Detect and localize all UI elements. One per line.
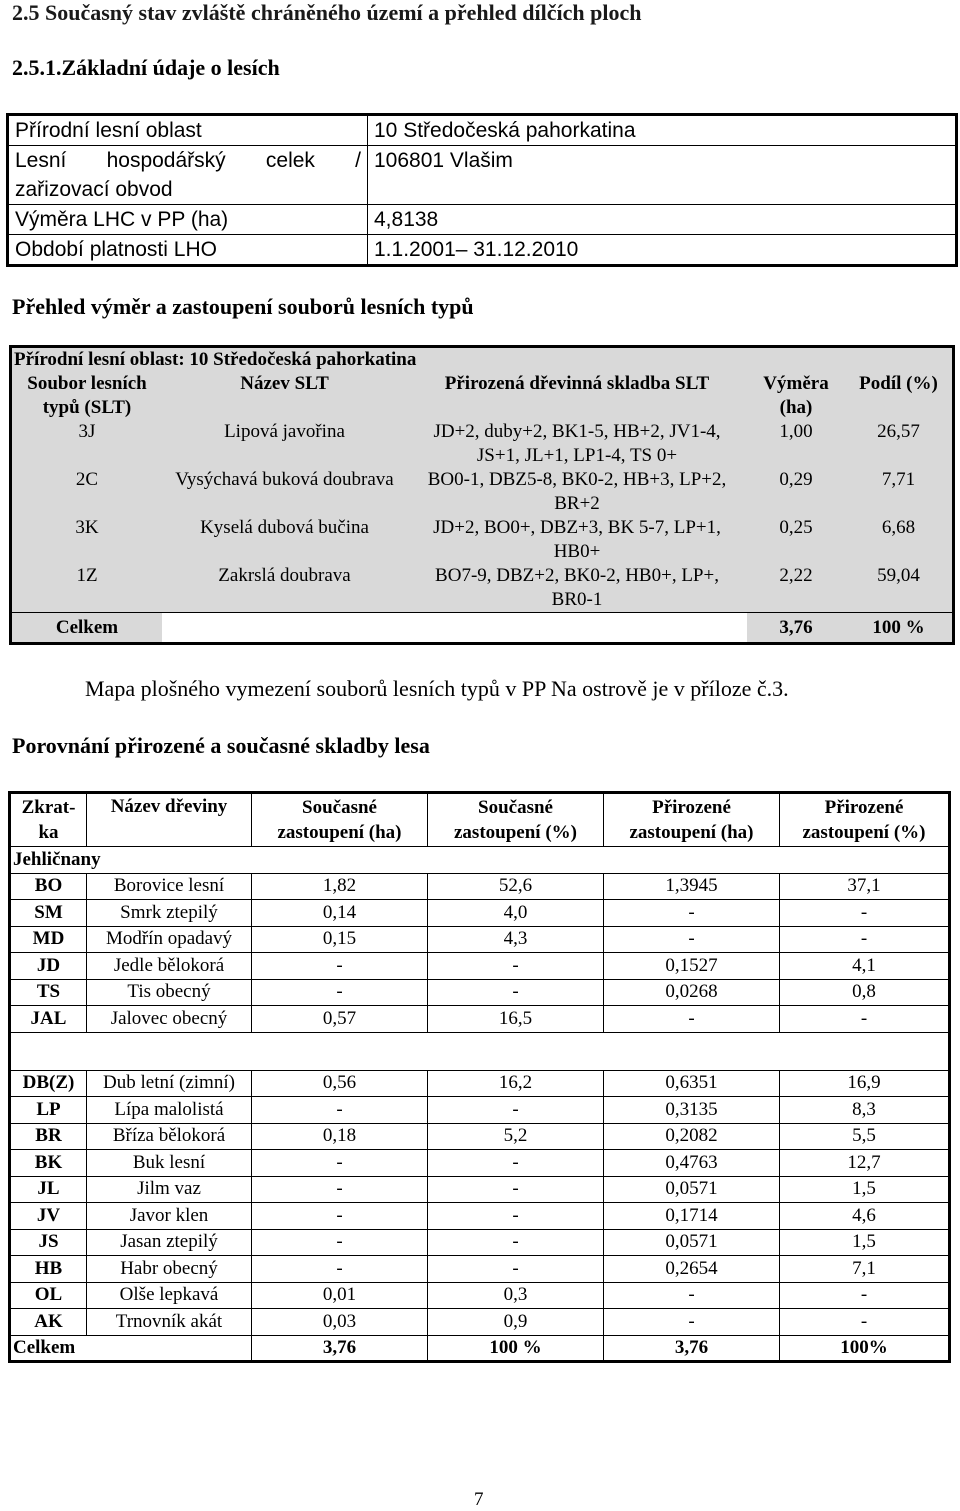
natural-ha: 0,2654: [604, 1256, 780, 1283]
species-code: BK: [10, 1150, 87, 1177]
table-group-row: [10, 847, 950, 874]
slt-name: Vysýchavá buková doubrava: [175, 469, 394, 490]
species-name: Jasan ztepilý: [87, 1229, 252, 1256]
natural-ha: 1,3945: [604, 873, 780, 900]
species-code: MD: [10, 926, 87, 953]
current-ha: -: [252, 953, 428, 980]
slt-share: 7,71: [881, 469, 916, 490]
word: /: [355, 149, 361, 172]
natural-pct: 4,1: [780, 953, 950, 980]
natural-pct: -: [780, 1006, 950, 1033]
current-pct: 5,2: [428, 1123, 604, 1150]
current-ha: -: [252, 1176, 428, 1203]
slt-area: 1,00: [779, 421, 813, 442]
species-code: BR: [10, 1123, 87, 1150]
species-code: JL: [10, 1176, 87, 1203]
species-total-label: Celkem: [10, 1335, 252, 1362]
table-row: [10, 1006, 950, 1033]
col-header-code: Zkrat- ka: [10, 793, 87, 847]
table-row: [10, 1309, 950, 1336]
table-row: [8, 235, 957, 266]
current-pct: -: [428, 1229, 604, 1256]
slt-composition: BO7-9, DBZ+2, BK0-2, HB0+, LP+, BR0-1: [435, 565, 719, 610]
group-label-conifers: Jehličnany: [10, 847, 950, 874]
section-title: 2.5 Současný stav zvláště chráněného území a přehled dílčích ploch: [12, 0, 642, 25]
table-total-row: [12, 613, 952, 643]
natural-ha: 0,3135: [604, 1097, 780, 1124]
label-line-2: zařizovací obvod: [15, 178, 173, 201]
natural-ha: 0,1714: [604, 1203, 780, 1230]
current-pct: -: [428, 953, 604, 980]
current-pct: 16,2: [428, 1070, 604, 1097]
col-header-name: Název SLT: [240, 373, 329, 394]
species-total-natural-pct: 100%: [780, 1335, 950, 1362]
current-pct: 4,0: [428, 900, 604, 927]
slt-area: 2,22: [779, 565, 813, 586]
species-name: Dub letní (zimní): [87, 1070, 252, 1097]
natural-ha: -: [604, 1309, 780, 1336]
natural-ha: 0,0268: [604, 979, 780, 1006]
current-ha: 0,03: [252, 1309, 428, 1336]
species-name: Javor klen: [87, 1203, 252, 1230]
current-pct: 52,6: [428, 873, 604, 900]
species-name: Jilm vaz: [87, 1176, 252, 1203]
current-ha: -: [252, 1256, 428, 1283]
word: hospodářský: [106, 149, 226, 172]
current-ha: 0,57: [252, 1006, 428, 1033]
slt-area: 0,25: [779, 517, 813, 538]
current-pct: 0,3: [428, 1282, 604, 1309]
species-code: BO: [10, 873, 87, 900]
current-pct: -: [428, 979, 604, 1006]
slt-share: 6,68: [881, 517, 916, 538]
natural-pct: -: [780, 1282, 950, 1309]
table-row: [12, 420, 952, 468]
basic-info-label: Přírodní lesní oblast: [8, 115, 368, 146]
species-name: Buk lesní: [87, 1150, 252, 1177]
table-row: [10, 1097, 950, 1124]
col-header-name: Název dřeviny: [87, 793, 252, 847]
slt-composition: JD+2, BO0+, DBZ+3, BK 5-7, LP+1, HB0+: [433, 517, 721, 562]
current-pct: 16,5: [428, 1006, 604, 1033]
slt-name: Lipová javořina: [224, 421, 345, 442]
slt-area: 0,29: [779, 469, 813, 490]
col-header-current-ha: Současné zastoupení (ha): [252, 793, 428, 847]
natural-pct: 5,5: [780, 1123, 950, 1150]
col-header-composition: Přirozená dřevinná skladba SLT: [444, 373, 710, 394]
col-header-natural-ha: Přirozené zastoupení (ha): [604, 793, 780, 847]
species-code: AK: [10, 1309, 87, 1336]
broadleaves-rows: [10, 1070, 950, 1335]
spacer-cell: [10, 1032, 950, 1070]
slt-total-label: Celkem: [12, 613, 162, 643]
table-row: [10, 979, 950, 1006]
species-name: Modřín opadavý: [87, 926, 252, 953]
slt-code: 2C: [75, 469, 99, 490]
species-total-natural-ha: 3,76: [604, 1335, 780, 1362]
slt-total-share: 100 %: [845, 613, 952, 643]
species-name: Tis obecný: [87, 979, 252, 1006]
species-code: JD: [10, 953, 87, 980]
current-ha: 0,18: [252, 1123, 428, 1150]
species-name: Trnovník akát: [87, 1309, 252, 1336]
table-row: [10, 1070, 950, 1097]
table-row: [12, 516, 952, 564]
species-total-current-pct: 100 %: [428, 1335, 604, 1362]
table-row: [8, 115, 957, 146]
table-row: [10, 926, 950, 953]
subsection-title: 2.5.1.Základní údaje o lesích: [12, 55, 280, 80]
slt-share: 59,04: [877, 565, 920, 586]
species-code: TS: [10, 979, 87, 1006]
table-row: [10, 953, 950, 980]
table-spacer-row: [10, 1032, 950, 1070]
current-pct: -: [428, 1150, 604, 1177]
slt-code: 3J: [78, 421, 96, 442]
word: Lesní: [15, 149, 67, 172]
table-row: [10, 1282, 950, 1309]
word: celek: [265, 149, 315, 172]
slt-title: Přehled výměr a zastoupení souborů lesních typů: [12, 294, 474, 319]
natural-ha: -: [604, 1006, 780, 1033]
table-row: [10, 900, 950, 927]
current-ha: -: [252, 1150, 428, 1177]
species-name: Jalovec obecný: [87, 1006, 252, 1033]
species-code: HB: [10, 1256, 87, 1283]
species-code: SM: [10, 900, 87, 927]
col-header-natural-pct: Přirozené zastoupení (%): [780, 793, 950, 847]
slt-code: 1Z: [76, 565, 98, 586]
natural-pct: 16,9: [780, 1070, 950, 1097]
page-number: 7: [474, 1489, 484, 1510]
slt-share: 26,57: [877, 421, 920, 442]
current-ha: -: [252, 1097, 428, 1124]
col-header-share: Podíl (%): [859, 373, 938, 394]
basic-info-table: [6, 113, 958, 267]
species-name: Borovice lesní: [87, 873, 252, 900]
natural-ha: -: [604, 1282, 780, 1309]
table-header-row: [12, 372, 952, 420]
table-row: [10, 1150, 950, 1177]
species-code: JAL: [10, 1006, 87, 1033]
natural-pct: 1,5: [780, 1176, 950, 1203]
slt-region: Přírodní lesní oblast: 10 Středočeská pahorkatina: [14, 349, 417, 370]
natural-pct: 37,1: [780, 873, 950, 900]
natural-ha: 0,0571: [604, 1229, 780, 1256]
basic-info-value: 1.1.2001– 31.12.2010: [368, 235, 957, 266]
species-code: JS: [10, 1229, 87, 1256]
natural-pct: 0,8: [780, 979, 950, 1006]
table-row: [10, 1229, 950, 1256]
natural-pct: 4,6: [780, 1203, 950, 1230]
current-ha: 0,14: [252, 900, 428, 927]
natural-pct: 7,1: [780, 1256, 950, 1283]
species-name: Lípa malolistá: [87, 1097, 252, 1124]
natural-pct: -: [780, 1309, 950, 1336]
natural-pct: 12,7: [780, 1150, 950, 1177]
natural-ha: 0,0571: [604, 1176, 780, 1203]
natural-ha: -: [604, 926, 780, 953]
species-name: Jedle bělokorá: [87, 953, 252, 980]
table-header-row: [10, 793, 950, 847]
natural-pct: -: [780, 926, 950, 953]
slt-code: 3K: [75, 517, 99, 538]
col-header-area: Výměra (ha): [763, 373, 829, 418]
slt-total-area: 3,76: [747, 613, 845, 643]
species-total-current-ha: 3,76: [252, 1335, 428, 1362]
conifers-rows: [10, 873, 950, 1032]
natural-pct: -: [780, 900, 950, 927]
current-pct: -: [428, 1256, 604, 1283]
basic-info-label: Výměra LHC v PP (ha): [8, 205, 368, 235]
table-row: [12, 564, 952, 613]
table-row: [10, 1123, 950, 1150]
map-note: Mapa plošného vymezení souborů lesních typů v PP Na ostrově je v příloze č.3.: [85, 676, 789, 701]
natural-ha: 0,2082: [604, 1123, 780, 1150]
col-header-code: Soubor lesních typů (SLT): [27, 373, 147, 418]
slt-total-gap: [162, 613, 747, 643]
current-ha: -: [252, 1229, 428, 1256]
species-name: Habr obecný: [87, 1256, 252, 1283]
current-pct: 4,3: [428, 926, 604, 953]
basic-info-label: Období platnosti LHO: [8, 235, 368, 266]
current-ha: 0,01: [252, 1282, 428, 1309]
slt-composition: JD+2, duby+2, BK1-5, HB+2, JV1-4, JS+1, JL+1, LP1-4, TS 0+: [433, 421, 721, 466]
natural-ha: 0,1527: [604, 953, 780, 980]
table-row: [8, 205, 957, 235]
natural-pct: 8,3: [780, 1097, 950, 1124]
natural-ha: -: [604, 900, 780, 927]
table-row: [10, 1176, 950, 1203]
species-name: Smrk ztepilý: [87, 900, 252, 927]
table-row: [10, 1203, 950, 1230]
current-pct: -: [428, 1097, 604, 1124]
slt-table-frame: [9, 345, 955, 645]
species-code: LP: [10, 1097, 87, 1124]
table-row: [12, 348, 952, 372]
table-row: [12, 468, 952, 516]
basic-info-label: [8, 146, 368, 205]
current-ha: 0,56: [252, 1070, 428, 1097]
current-pct: 0,9: [428, 1309, 604, 1336]
current-ha: -: [252, 1203, 428, 1230]
label-line: [15, 146, 361, 175]
slt-table: [12, 348, 952, 642]
species-name: Bříza bělokorá: [87, 1123, 252, 1150]
current-pct: -: [428, 1176, 604, 1203]
slt-name: Zakrslá doubrava: [218, 565, 351, 586]
basic-info-value: 106801 Vlašim: [368, 146, 957, 205]
species-code: JV: [10, 1203, 87, 1230]
current-ha: 1,82: [252, 873, 428, 900]
species-code: DB(Z): [10, 1070, 87, 1097]
natural-ha: 0,6351: [604, 1070, 780, 1097]
table-row: [8, 146, 957, 205]
natural-ha: 0,4763: [604, 1150, 780, 1177]
table-row: [10, 1256, 950, 1283]
species-table: [8, 791, 951, 1363]
basic-info-value: 4,8138: [368, 205, 957, 235]
table-total-row: [10, 1335, 950, 1362]
natural-pct: 1,5: [780, 1229, 950, 1256]
current-ha: 0,15: [252, 926, 428, 953]
slt-name: Kyselá dubová bučina: [200, 517, 369, 538]
species-name: Olše lepkavá: [87, 1282, 252, 1309]
species-code: OL: [10, 1282, 87, 1309]
current-ha: -: [252, 979, 428, 1006]
slt-composition: BO0-1, DBZ5-8, BK0-2, HB+3, LP+2, BR+2: [427, 469, 727, 514]
col-header-current-pct: Současné zastoupení (%): [428, 793, 604, 847]
comparison-title: Porovnání přirozené a současné skladby lesa: [12, 733, 430, 758]
basic-info-value: 10 Středočeská pahorkatina: [368, 115, 957, 146]
table-row: [10, 873, 950, 900]
current-pct: -: [428, 1203, 604, 1230]
